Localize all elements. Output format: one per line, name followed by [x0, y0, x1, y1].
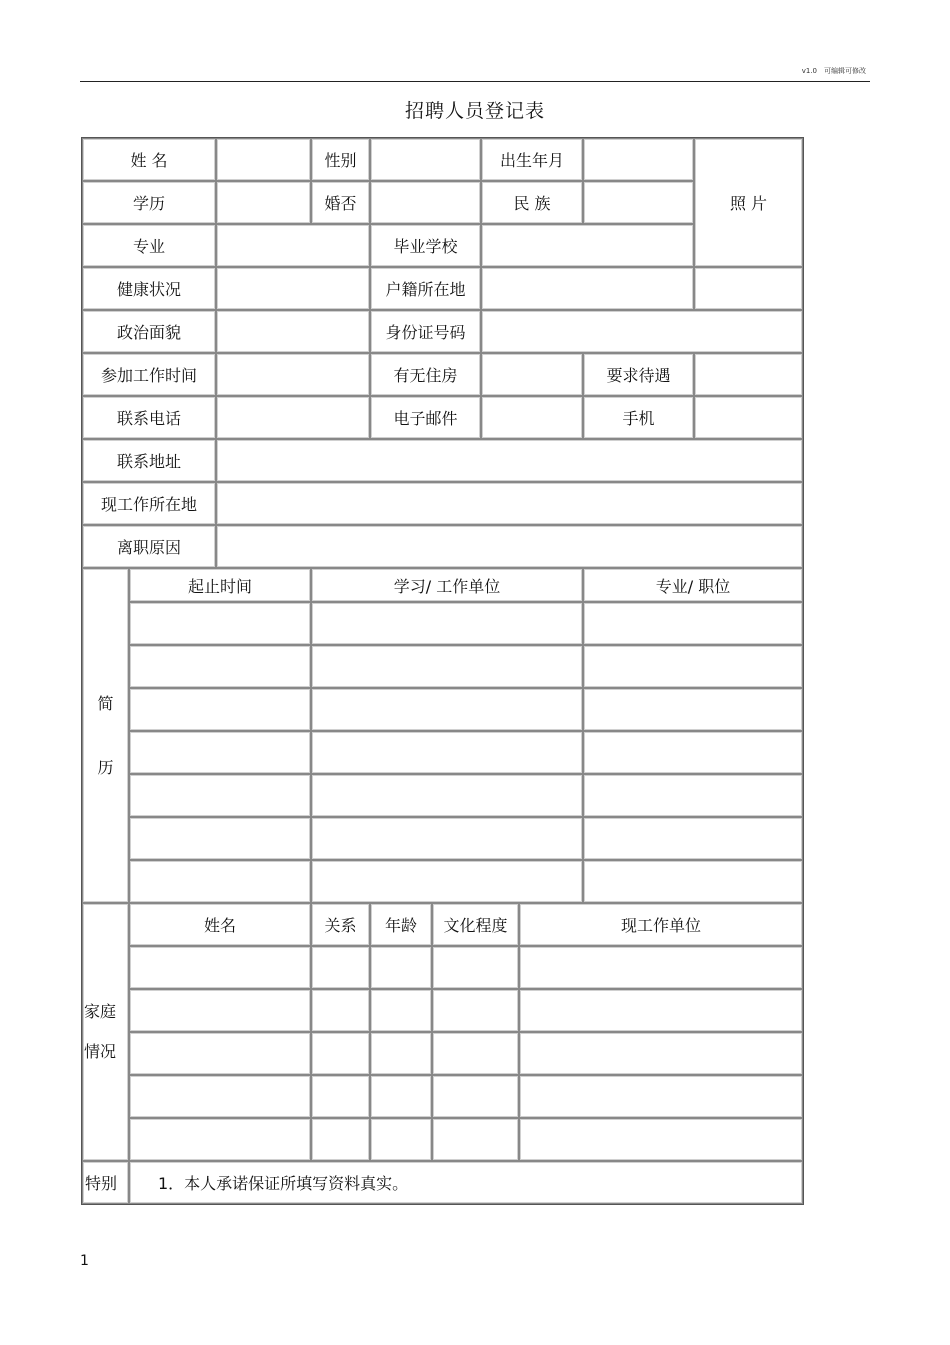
resume-cell[interactable] — [583, 860, 803, 903]
major-field[interactable] — [216, 224, 370, 267]
resume-cell[interactable] — [583, 645, 803, 688]
ethnicity-label: 民 族 — [481, 181, 583, 224]
family-cell[interactable] — [519, 1118, 803, 1161]
header-divider — [80, 81, 870, 82]
family-cell[interactable] — [432, 946, 519, 989]
extra-field[interactable] — [694, 267, 803, 310]
ethnicity-field[interactable] — [583, 181, 694, 224]
family-cell[interactable] — [432, 989, 519, 1032]
resume-cell[interactable] — [311, 602, 583, 645]
education-label: 学历 — [82, 181, 216, 224]
address-label: 联系地址 — [82, 439, 216, 482]
marital-label: 婚否 — [311, 181, 370, 224]
family-cell[interactable] — [370, 1118, 432, 1161]
resume-cell[interactable] — [583, 817, 803, 860]
marital-field[interactable] — [370, 181, 481, 224]
resume-side-char-2: 历 — [97, 757, 114, 777]
family-side-line-2: 情况 — [84, 1042, 117, 1061]
mobile-field[interactable] — [694, 396, 803, 439]
work-start-label: 参加工作时间 — [82, 353, 216, 396]
resume-cell[interactable] — [311, 860, 583, 903]
politics-label: 政治面貌 — [82, 310, 216, 353]
family-cell[interactable] — [519, 946, 803, 989]
family-side-line-1: 家庭 — [84, 1002, 117, 1021]
health-field[interactable] — [216, 267, 370, 310]
resume-cell[interactable] — [129, 688, 311, 731]
family-cell[interactable] — [129, 1118, 311, 1161]
family-cell[interactable] — [129, 946, 311, 989]
gender-field[interactable] — [370, 138, 481, 181]
special-label: 特别 — [82, 1161, 129, 1204]
school-field[interactable] — [481, 224, 694, 267]
resume-cell[interactable] — [129, 860, 311, 903]
family-cell[interactable] — [432, 1032, 519, 1075]
family-cell[interactable] — [311, 1118, 370, 1161]
resume-cell[interactable] — [129, 645, 311, 688]
family-cell[interactable] — [370, 946, 432, 989]
resume-col-unit: 学习/ 工作单位 — [311, 568, 583, 602]
form-title: 招聘人员登记表 — [404, 100, 545, 122]
salary-field[interactable] — [694, 353, 803, 396]
hukou-label: 户籍所在地 — [370, 267, 481, 310]
family-cell[interactable] — [129, 1032, 311, 1075]
family-cell[interactable] — [519, 989, 803, 1032]
family-cell[interactable] — [519, 1032, 803, 1075]
registration-table — [81, 137, 804, 1205]
family-cell[interactable] — [370, 989, 432, 1032]
phone-field[interactable] — [216, 396, 370, 439]
family-cell[interactable] — [432, 1118, 519, 1161]
name-field[interactable] — [216, 138, 311, 181]
family-cell[interactable] — [311, 1032, 370, 1075]
version-label: v1.0 可编辑可修改 — [801, 67, 866, 75]
email-field[interactable] — [481, 396, 583, 439]
family-col-workplace: 现工作单位 — [519, 903, 803, 946]
work-start-field[interactable] — [216, 353, 370, 396]
family-cell[interactable] — [370, 1032, 432, 1075]
resume-cell[interactable] — [129, 774, 311, 817]
address-field[interactable] — [216, 439, 803, 482]
leave-reason-label: 离职原因 — [82, 525, 216, 568]
school-label: 毕业学校 — [370, 224, 481, 267]
resume-cell[interactable] — [311, 645, 583, 688]
family-side-label — [82, 903, 129, 1161]
resume-cell[interactable] — [311, 817, 583, 860]
family-col-education: 文化程度 — [432, 903, 519, 946]
birth-field[interactable] — [583, 138, 694, 181]
email-label: 电子邮件 — [370, 396, 481, 439]
family-cell[interactable] — [311, 1075, 370, 1118]
resume-cell[interactable] — [129, 602, 311, 645]
salary-label: 要求待遇 — [583, 353, 694, 396]
resume-cell[interactable] — [311, 774, 583, 817]
resume-cell[interactable] — [311, 731, 583, 774]
resume-col-period: 起止时间 — [129, 568, 311, 602]
resume-side-label — [82, 568, 129, 903]
family-col-age: 年龄 — [370, 903, 432, 946]
resume-cell[interactable] — [129, 731, 311, 774]
family-cell[interactable] — [129, 989, 311, 1032]
resume-cell[interactable] — [583, 774, 803, 817]
resume-cell[interactable] — [583, 602, 803, 645]
family-cell[interactable] — [370, 1075, 432, 1118]
resume-col-position: 专业/ 职位 — [583, 568, 803, 602]
gender-label: 性别 — [311, 138, 370, 181]
leave-reason-field[interactable] — [216, 525, 803, 568]
health-label: 健康状况 — [82, 267, 216, 310]
family-cell[interactable] — [311, 946, 370, 989]
resume-cell[interactable] — [311, 688, 583, 731]
current-work-label: 现工作所在地 — [82, 482, 216, 525]
resume-cell[interactable] — [129, 817, 311, 860]
major-label: 专业 — [82, 224, 216, 267]
photo-area[interactable]: 照 片 — [694, 138, 803, 267]
name-label: 姓 名 — [82, 138, 216, 181]
resume-cell[interactable] — [583, 688, 803, 731]
current-work-field[interactable] — [216, 482, 803, 525]
birth-label: 出生年月 — [481, 138, 583, 181]
special-note: 1．本人承诺保证所填写资料真实。 — [129, 1161, 803, 1204]
page-number: 1 — [80, 1253, 89, 1269]
family-cell[interactable] — [311, 989, 370, 1032]
family-cell[interactable] — [519, 1075, 803, 1118]
mobile-label: 手机 — [583, 396, 694, 439]
politics-field[interactable] — [216, 310, 370, 353]
id-label: 身份证号码 — [370, 310, 481, 353]
hukou-field[interactable] — [481, 267, 694, 310]
resume-side-char-1: 简 — [97, 693, 114, 713]
resume-cell[interactable] — [583, 731, 803, 774]
family-cell[interactable] — [432, 1075, 519, 1118]
id-field[interactable] — [481, 310, 803, 353]
family-col-relation: 关系 — [311, 903, 370, 946]
family-cell[interactable] — [129, 1075, 311, 1118]
family-col-name: 姓名 — [129, 903, 311, 946]
housing-field[interactable] — [481, 353, 583, 396]
phone-label: 联系电话 — [82, 396, 216, 439]
education-field[interactable] — [216, 181, 311, 224]
housing-label: 有无住房 — [370, 353, 481, 396]
